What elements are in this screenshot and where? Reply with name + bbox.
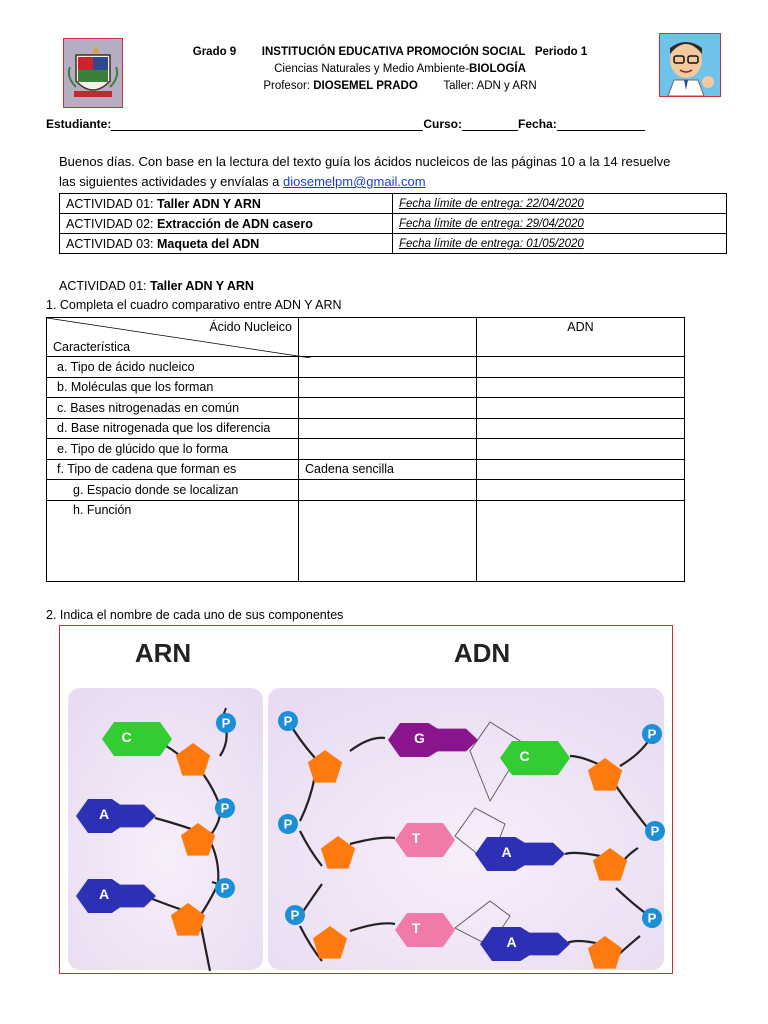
comparison-table — [46, 317, 685, 582]
table-row: c. Bases nitrogenadas en común — [47, 398, 685, 419]
answer-cell[interactable] — [477, 500, 685, 581]
adenine-base-label: A — [98, 806, 110, 822]
table-row: ACTIVIDAD 03: Maqueta del ADN Fecha límite de entrega: 01/05/2020 — [60, 234, 727, 254]
col2-header — [299, 318, 477, 357]
table-row: ACTIVIDAD 01: Taller ADN Y ARN Fecha límite de entrega: 22/04/2020 — [60, 194, 727, 214]
question-2: 2. Indica el nombre de cada uno de sus componentes — [46, 608, 344, 622]
answer-cell[interactable] — [299, 357, 477, 378]
answer-cell[interactable] — [477, 398, 685, 419]
shield-icon — [64, 39, 122, 107]
nucleic-acid-diagram — [59, 625, 673, 974]
teacher-label: Profesor: — [263, 80, 310, 92]
due-date: Fecha límite de entrega: 01/05/2020 — [393, 234, 727, 254]
corner-header-cell — [47, 318, 299, 357]
table-row: ACTIVIDAD 02: Extracción de ADN casero Fecha límite de entrega: 29/04/2020 — [60, 214, 727, 234]
institution-name: INSTITUCIÓN EDUCATIVA PROMOCIÓN SOCIAL — [261, 46, 526, 58]
period-label: Periodo 1 — [534, 46, 588, 58]
answer-cell[interactable] — [477, 439, 685, 460]
phosphate-label: P — [290, 907, 300, 923]
adn-title: ADN — [453, 638, 511, 668]
arn-title: ARN — [134, 638, 192, 668]
phosphate-label: P — [283, 713, 293, 729]
thymine-base-label: T — [411, 920, 421, 936]
student-name-field[interactable] — [111, 118, 423, 131]
answer-cell[interactable] — [477, 418, 685, 439]
phosphate-label: P — [647, 726, 657, 742]
adenine-base-label: A — [501, 844, 512, 860]
answer-cell[interactable] — [299, 398, 477, 419]
student-label: Estudiante: — [46, 117, 112, 131]
phosphate-label: P — [221, 715, 231, 731]
table-row: d. Base nitrogenada que los diferencia — [47, 418, 685, 439]
answer-cell[interactable] — [477, 357, 685, 378]
course-label: Curso: — [423, 117, 463, 131]
table-row — [47, 318, 685, 357]
phosphate-label: P — [647, 910, 657, 926]
phosphate-label: P — [220, 880, 230, 896]
answer-cell[interactable] — [299, 418, 477, 439]
subject-line: Ciencias Naturales y Medio Ambiente-BIOLOGÍA — [274, 63, 526, 75]
thymine-base — [395, 823, 455, 857]
teacher-name: DIOSEMEL PRADO — [313, 80, 418, 92]
corner-top-label: Ácido Nucleico — [209, 320, 292, 334]
date-label: Fecha: — [518, 117, 557, 131]
activities-table — [59, 193, 727, 254]
intro-line-2: las siguientes actividades y envíalas a diosemelpm@gmail.com — [59, 174, 426, 189]
table-row: h. Función — [47, 500, 685, 581]
adenine-base-label: A — [98, 886, 110, 902]
due-date: Fecha límite de entrega: 29/04/2020 — [393, 214, 727, 234]
phosphate-label: P — [220, 800, 230, 816]
cytosine-base — [102, 722, 172, 756]
col3-header: ADN — [477, 318, 685, 357]
table-row: f. Tipo de cadena que forman es Cadena sencilla — [47, 459, 685, 480]
answer-cell[interactable]: Cadena sencilla — [299, 459, 477, 480]
teacher-avatar — [659, 33, 721, 97]
phosphate-label: P — [650, 823, 660, 839]
thymine-base — [395, 913, 455, 947]
course-field[interactable] — [462, 118, 518, 131]
adenine-base-label: A — [506, 934, 517, 950]
corner-bottom-label: Característica — [53, 340, 131, 354]
workshop-label: Taller: ADN y ARN — [443, 80, 537, 92]
diagram-svg — [60, 626, 672, 973]
answer-cell[interactable] — [477, 459, 685, 480]
answer-cell[interactable] — [299, 480, 477, 501]
answer-cell[interactable] — [299, 439, 477, 460]
intro-line-1: Buenos días. Con base en la lectura del texto guía los ácidos nucleicos de las páginas 10 a la 14 resuelve — [59, 154, 671, 169]
school-logo — [63, 38, 123, 108]
question-1: 1. Completa el cuadro comparativo entre ADN Y ARN — [46, 298, 342, 312]
guanine-base-label: G — [414, 730, 425, 746]
phosphate-label: P — [283, 816, 293, 832]
thymine-base-label: T — [411, 830, 421, 846]
cytosine-base-label: C — [121, 729, 132, 745]
answer-cell[interactable] — [477, 377, 685, 398]
activity1-heading: ACTIVIDAD 01: Taller ADN Y ARN — [59, 279, 254, 293]
teacher-email-link[interactable]: diosemelpm@gmail.com — [283, 174, 426, 189]
due-date: Fecha límite de entrega: 22/04/2020 — [393, 194, 727, 214]
table-row: b. Moléculas que los forman — [47, 377, 685, 398]
answer-cell[interactable] — [299, 500, 477, 581]
answer-cell[interactable] — [299, 377, 477, 398]
table-row: g. Espacio donde se localizan — [47, 480, 685, 501]
table-row: e. Tipo de glúcido que lo forma — [47, 439, 685, 460]
teacher-avatar-icon — [660, 34, 720, 96]
cytosine-base — [500, 741, 570, 775]
date-field[interactable] — [557, 118, 645, 131]
answer-cell[interactable] — [477, 480, 685, 501]
cytosine-base-label: C — [519, 748, 530, 764]
table-row: a. Tipo de ácido nucleico — [47, 357, 685, 378]
grade-label: Grado 9 — [192, 46, 237, 58]
